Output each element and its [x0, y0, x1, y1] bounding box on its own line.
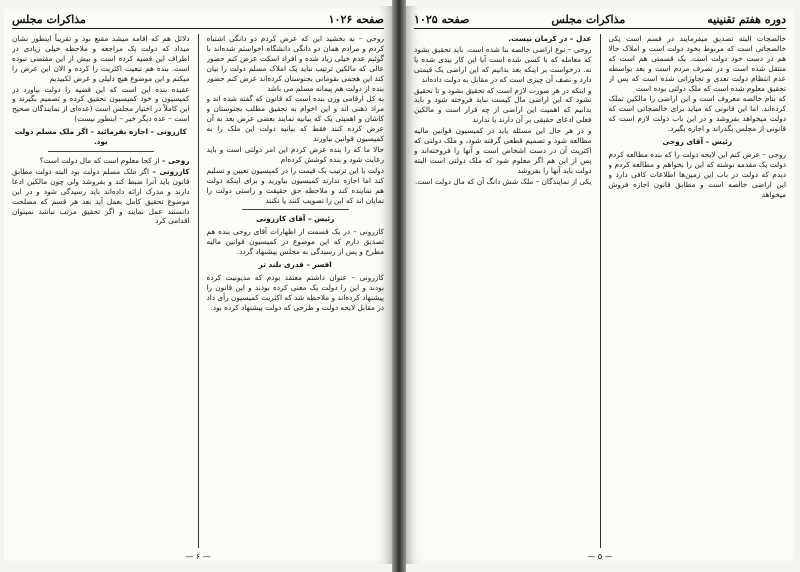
right-page — [406, 6, 794, 564]
left-page-column-left — [12, 34, 190, 548]
right-page-header — [414, 10, 786, 29]
paragraph: حالا ما که را بنده عرض کردم این امر دولتی است و باید رعایت شود و بنده کوشش کرده‌ام — [206, 144, 384, 164]
right-page-number: صفحه ۱۰۲۵ — [414, 12, 470, 26]
speech-text: اگر ملک مسلم دولت بود البته دولت مطابق قانون باید آنرا ضبط کند و بفروشد ولی چون مالکین ادعا دارند و مدرک ارائه داده‌اند باید رسیدگی شود و در این موضوع تحقیق کامل بعمل آید بعد هر قسم که مصلحت دانستند عمل نمایند و اگر تحقیق مرتب نباشد نمیتوان اقدامی کرد — [12, 166, 190, 226]
right-page-folio: — ۵ — — [587, 552, 613, 561]
left-page-columns — [12, 34, 384, 548]
paragraph: و اینکه در هر صورت لازم است که تحقیق بشود و تا تحقیق نشود که این اراضی مال کیست نباید فروخته شود و باید بدانیم که اهمیت این اراضی از چه قرار است و مالکین فعلی ادعای حقیقی بر آن دارند یا ندارند — [414, 85, 592, 125]
paragraph: روحی – عرض کنم این لایحه دولت را که بنده مطالعه کردم دولت یک مقدمه نوشته که این را بخواهم و مطالعه کردم و دیدم که دولت در باب این زمین‌ها اطلاعات کافی دارد و این اراضی خالصه است و مطابق قانون اجازه فروش میخواهد — [608, 149, 786, 199]
left-page-column-right — [207, 34, 385, 548]
speech-text: از کجا معلوم است که مال دولت است؟ — [39, 155, 160, 165]
paragraph: و در هر حال این مسئله باید در کمیسیون قوانین مالیه مطالعه شود و تصمیم قطعی گرفته شود، و ملک دولتی که اکثریت آن در دست اشخاص است و آنها را فروخته‌اند و پس از این هم اگر معلوم شود که ملک دولتی است البته دولت باید آنها را بفروشد — [414, 126, 592, 175]
paragraph: عدل – در کرمان نیست. — [508, 34, 592, 43]
speaker-name: روحی – — [161, 155, 190, 165]
speaker-name: کازرونی – — [152, 166, 190, 176]
left-page — [4, 6, 392, 564]
paragraph: یکی از نمایندگان – ملک شش دانگ آن که مال دولت است. — [414, 176, 592, 186]
left-page-number: صفحه ۱۰۲۶ — [328, 12, 384, 26]
paragraph: دولت با این ترتیب یک قیمت را در کمیسیون تعیین و تسلیم کند اما اجازه ندارند کمیسیون بیاورید و برای اینکه دولت هم نماینده کند و ملاحظه حق حقیقت و راستی دولت را نمایان اند که این را تصویب کنند یا نکنند — [206, 165, 384, 205]
paragraph: کازرونی – در یک قسمت از اظهارات آقای روحی بنده هم تصدیق دارم که این موضوع در کمیسیون قوانین مالیه مطرح و پس از رسیدگی به مجلس پیشنهاد گردد. — [206, 227, 384, 257]
book-gutter — [392, 0, 406, 572]
left-page-folio: — ۶ — — [185, 552, 211, 561]
paragraph: روحی – نوع اراضی خالصه بنا شده است. باید تحقیق بشود که معامله که با کسی شده است آیا این کار بیدی شده یا نه. درخواست بر اینکه بعد بدانیم که این اراضی یک قیمتی دارد و نصف آن چیزی است که در مقابل به دولت داده‌اند — [414, 44, 592, 84]
column-divider — [198, 34, 199, 548]
right-page-column-right — [609, 34, 787, 548]
divider — [48, 151, 155, 152]
right-page-title: مذاکرات مجلس — [551, 12, 626, 26]
right-page-columns — [414, 34, 786, 548]
paragraph: کازرونی – اجازه بفرمائید – اگر ملک مسلم دولت بود. — [14, 127, 187, 147]
paragraph: که بنام خالصه معروف است و این اراضی را مالکین تملک کرده‌اند. اما این قانونی که میاید برای خالصجاتی است که دولت میخواهد بفروشد و در این باب دولت لازم است که قانونی از مجلس بگذراند و اجازه بگیرد. — [608, 94, 786, 134]
section-label: رئیس – آقای کازرونی — [256, 214, 335, 224]
paragraph: به کل ارقامی وزن بنده است که قانون که گفته شده اند و مراد ذهنی اند و این اخوام به تحقیق مطلب بجنوستان و کاشان و اهمیتی یک که بیانیه نمایند بعضی عرض بعد به آن عرض کرده کنند فقط که بیانیه دولت این ملک را به کمیسیون قوانین بیاورند — [206, 94, 384, 144]
left-page-header — [12, 10, 384, 29]
paragraph: دلائل هم که اقامه میشد مقنع بود و تقریباً اینطور نشان میداد که دولت یک مراجعه و ملاحظه خیلی زیادی در اطراف این قضیه کرده است و بیش از این مقتضی نبوده است. بنده هم تبعیت اکثریت را کرده و الان این عرض را میکنم و این موضوع هیچ دلیلی و عرض لکبیدیم — [12, 34, 190, 83]
section-label: افسر – قدری بلند تر — [258, 260, 332, 270]
section-label: رئیس – آقای روحی — [662, 137, 733, 147]
paragraph: عقیده بنده این است که این قضیه را دولت بیاورد در کمیسیون و خود کمیسیون تحقیق کرده و تصمیم بگیرند و این کاملاً در اختیار مجلس است (عده‌ای از نمایندگان صحیح است – عده دیگر خیر – اینطور نیست) — [12, 84, 190, 124]
divider — [242, 209, 349, 210]
paragraph: کازرونی – عنوان داشتم معتقد بودم که مدیونیت کرده بودند و این را دولت یک معنی کرده بودند و این قانون را پیشنهاد کرده‌اند و ملاحظه شد که اکثریت کمیسیون رأی داد در مقابل لایحه دولت و طرحی که دولت پیشنهاد کرده بود. — [206, 272, 384, 312]
right-page-session: دوره هفتم تقنینیه — [707, 12, 786, 26]
paragraph: روحی – به بخشید این که عرض کردم دو دانگی اشتباه کردم و مرادم همان دو دانگی دانشگاه اخواستم شده‌اند با گوئیم عدم خیلی زیاد شده و افراد اسکت عرض کنم حضور عالی که مالکین ترتیب نباید یک املاک مسلم دولت را بیان کند این هجمی بقومانی بجنوستان کرده‌اند عرض کنم حضور بنده از دولت هم پیمانه مسلم می باشد — [206, 34, 384, 93]
column-divider — [600, 34, 601, 548]
left-page-title: مذاکرات مجلس — [12, 12, 86, 26]
right-page-column-left — [414, 34, 592, 548]
paragraph: خالصجات البته تصدیق میفرمایند در قسم است یکی خالصجاتی است که مربوط بخود دولت است و املاک حالا هم در دست خود دولت است. یک قسمتی هم است که منتقل شده است و در تصرف مردم است و بعد بواسطه عدم انتظام دولت تعدی و تجاوزاتی شده است که پس از تحقیق معلوم شده است که ملک دولتی بوده است — [608, 34, 786, 93]
